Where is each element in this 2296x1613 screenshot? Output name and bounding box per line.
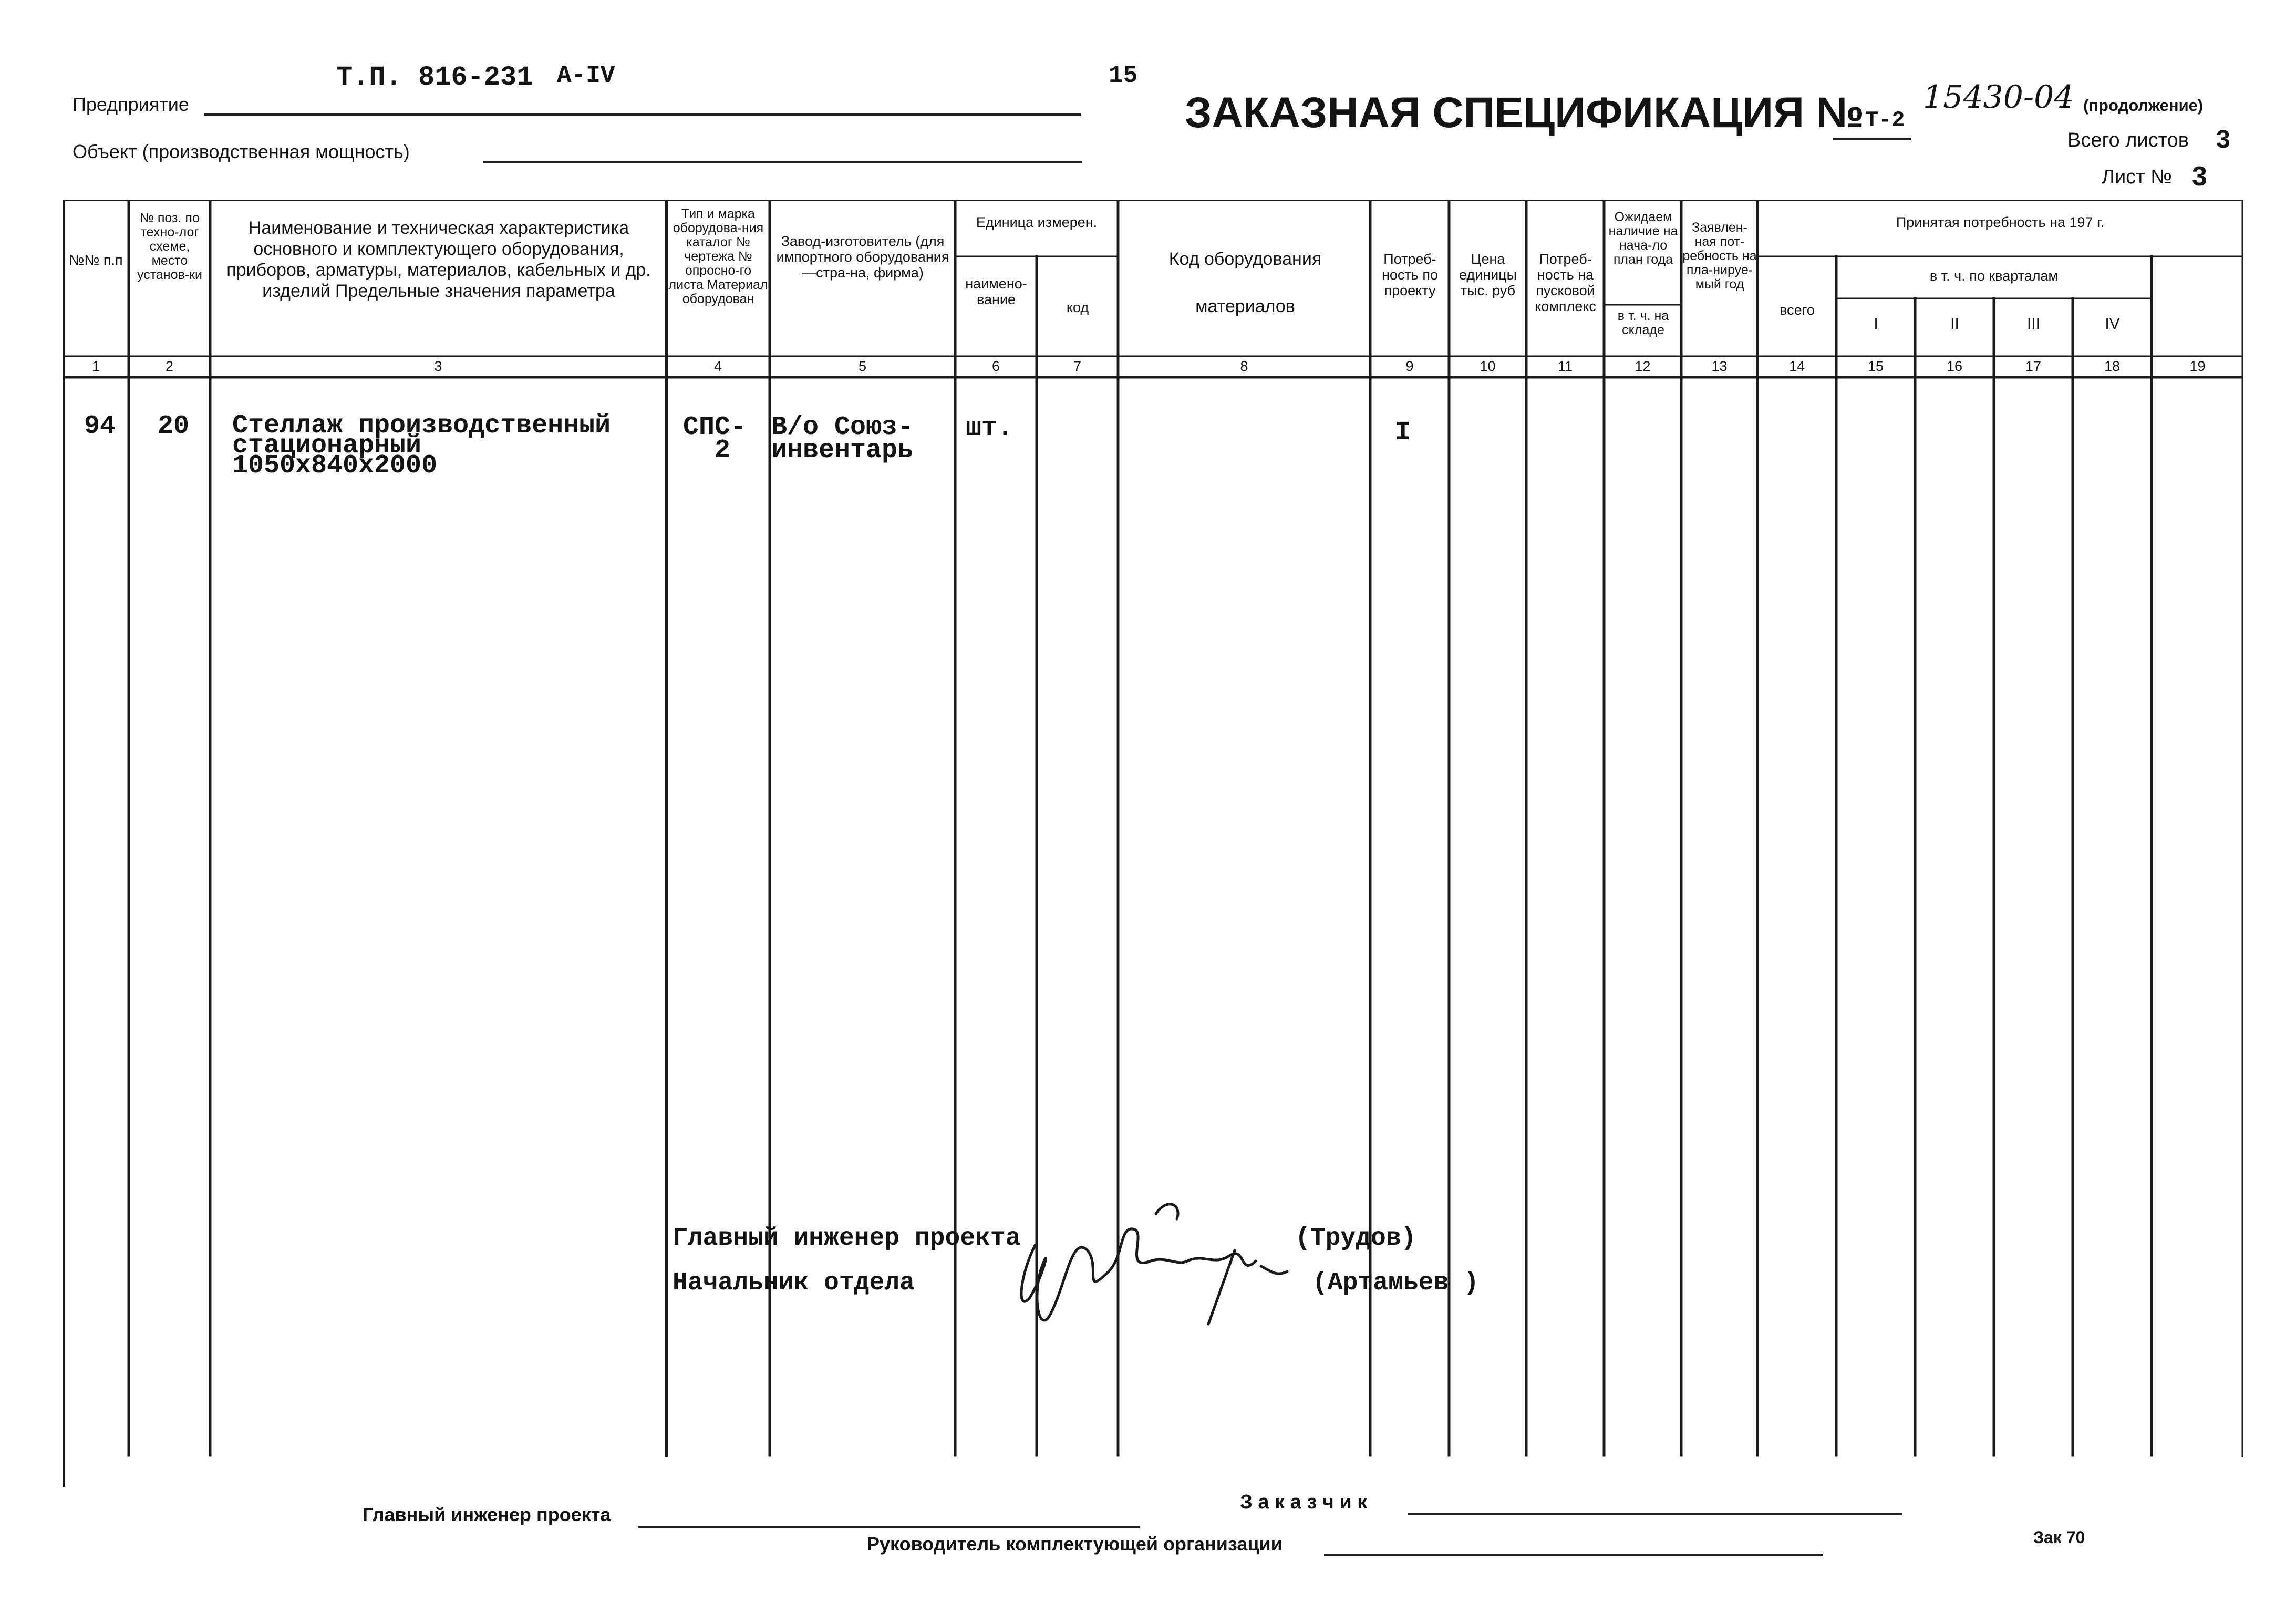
- inner-dept-head-label: Начальник отдела: [673, 1269, 915, 1297]
- enterprise-label: Предприятие: [73, 94, 189, 115]
- position-cell: 20: [158, 411, 190, 441]
- footer-organization-label: Руководитель комплектующей организации: [867, 1533, 1283, 1555]
- header-unit-code: код: [1066, 299, 1089, 315]
- column-number: 2: [165, 358, 174, 374]
- continuation-note: (продолжение): [2083, 96, 2204, 115]
- column-number: 10: [1480, 358, 1496, 374]
- header-name: Наименование и техническая характеристика основного и комплектующего оборудования, приборов, арматуры, материалов, кабельных и др. изделий Предельные значения параметра: [226, 218, 651, 301]
- footer-chief-engineer-line: [638, 1526, 1140, 1528]
- footer-customer-line: [1408, 1513, 1902, 1515]
- footer-chief-engineer-label: Главный инженер проекта: [363, 1504, 611, 1525]
- column-number: 12: [1635, 358, 1651, 374]
- column-number: 3: [434, 358, 442, 374]
- unit-cell: шт.: [966, 413, 1013, 443]
- header-unit-group: Единица измерен.: [976, 214, 1098, 230]
- inner-chief-engineer-label: Главный инженер проекта: [673, 1224, 1021, 1253]
- header-in-stock: в т. ч. на складе: [1617, 308, 1669, 337]
- order-note: Зак 70: [2033, 1528, 2085, 1547]
- page-number: 15: [1109, 62, 1138, 89]
- column-number: 18: [2104, 358, 2121, 374]
- header-quarter-4: IV: [2105, 315, 2120, 333]
- footer-customer-label: З а к а з ч и к: [1240, 1491, 1368, 1513]
- column-number: 15: [1867, 358, 1884, 374]
- column-number: 4: [713, 358, 722, 374]
- spec-number-line: [1833, 138, 1911, 140]
- header-accepted-need: Принятая потребность на 197 г.: [1896, 214, 2105, 230]
- inner-chief-engineer-name: (Трудов): [1295, 1224, 1416, 1253]
- column-number: 1: [91, 358, 100, 374]
- column-number: 6: [991, 358, 1000, 374]
- column-number: 17: [2025, 358, 2042, 374]
- header-quarter-1: I: [1874, 315, 1878, 333]
- header-need-project: Потреб-ность по проекту: [1382, 251, 1438, 298]
- header-maker: Завод-изготовитель (для импортного оборудования—стра-на, фирма): [776, 233, 949, 281]
- sheet-label: Лист №: [2102, 166, 2172, 188]
- header-row-number: №№ п.п: [69, 252, 123, 268]
- column-number: 13: [1711, 358, 1728, 374]
- object-label: Объект (производственная мощность): [73, 141, 410, 162]
- header-code: Код оборудования материалов: [1168, 249, 1322, 316]
- column-number: 19: [2189, 358, 2206, 374]
- column-number: 5: [858, 358, 867, 374]
- inner-dept-head-name: (Артамьев ): [1312, 1269, 1479, 1297]
- header-position: № поз. по техно-лог схеме, место установ-ки: [137, 211, 202, 282]
- footer-organization-line: [1324, 1554, 1823, 1556]
- type-cell: СПС- 2: [683, 412, 747, 466]
- spec-title: ЗАКАЗНАЯ СПЕЦИФИКАЦИЯ №: [1185, 89, 1865, 137]
- header-quarters-group: в т. ч. по кварталам: [1929, 268, 2059, 284]
- header-quarter-2: II: [1950, 315, 1959, 333]
- handwritten-signature: [1009, 1193, 1303, 1345]
- column-number: 9: [1405, 358, 1414, 374]
- header-total: всего: [1780, 302, 1815, 318]
- column-number: 7: [1073, 358, 1082, 374]
- total-sheets-value: 3: [2216, 126, 2230, 153]
- header-need-launch: Потреб-ность на пусковой комплекс: [1535, 251, 1596, 314]
- row-number-cell: 94: [84, 411, 116, 441]
- header-expected: Ожидаем наличие на нача-ло план года: [1608, 210, 1678, 267]
- column-number: 11: [1557, 358, 1573, 374]
- header-unit-name: наимено-вание: [965, 276, 1027, 307]
- header-declared-need: Заявлен-ная пот-ребность на пла-нируе-мый год: [1682, 220, 1757, 292]
- enterprise-field-line: [204, 113, 1081, 116]
- sheet-value: 3: [2192, 161, 2207, 192]
- need-project-cell: I: [1395, 418, 1411, 448]
- total-sheets-label: Всего листов: [2067, 129, 2189, 151]
- header-type: Тип и марка оборудова-ния каталог № чертежа № опросно-го листа Материал оборудован: [668, 206, 768, 306]
- header-unit-price: Цена единицы тыс. руб: [1459, 251, 1517, 298]
- header-quarter-3: III: [2026, 315, 2040, 333]
- specification-table: [63, 200, 2243, 1487]
- album-number: А-IV: [557, 62, 615, 89]
- project-code: Т.П. 816-231: [336, 62, 533, 93]
- maker-cell: В/о Союз- инвентарь: [771, 412, 914, 466]
- spec-number: 15430-04: [1923, 79, 2074, 116]
- name-cell: Стеллаж производственный стационарный 1050х840х2000: [232, 411, 611, 481]
- spec-prefix: Т-2: [1865, 108, 1905, 133]
- column-number: 14: [1788, 358, 1805, 374]
- object-field-line: [483, 161, 1082, 163]
- column-number: 8: [1240, 358, 1248, 374]
- column-number: 16: [1946, 358, 1963, 374]
